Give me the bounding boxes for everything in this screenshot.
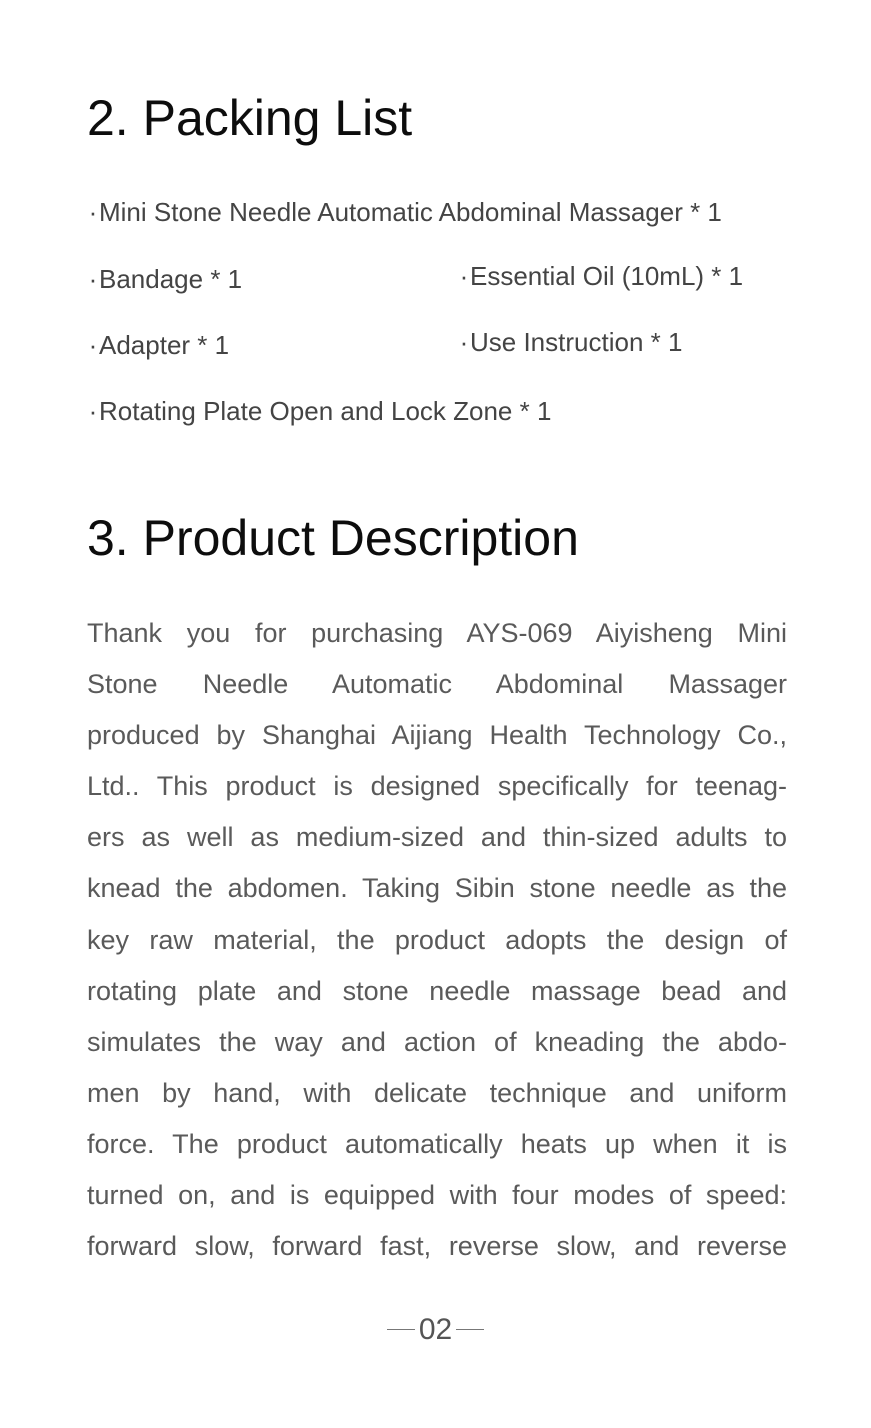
bullet-dot: · <box>459 261 469 291</box>
description-line: ers as well as medium-sized and thin-sized adults to <box>87 822 787 853</box>
packing-list-item-label: Essential Oil (10mL) * 1 <box>470 261 744 291</box>
description-line: knead the abdomen. Taking Sibin stone needle as the <box>87 873 787 904</box>
bullet-dot: · <box>88 396 98 426</box>
bullet-dot: · <box>459 327 469 357</box>
description-line: Thank you for purchasing AYS-069 Aiyisheng Mini <box>87 618 787 648</box>
packing-list-item-label: Mini Stone Needle Automatic Abdominal Massager * 1 <box>99 197 722 227</box>
product-description-title: 3. Product Description <box>87 510 579 566</box>
page-number-value: 02 <box>418 1313 453 1346</box>
packing-list-item <box>87 195 722 229</box>
packing-list-item <box>458 325 682 359</box>
description-line: force. The product automatically heats up when it is <box>87 1128 787 1159</box>
packing-list-item-label: Rotating Plate Open and Lock Zone * 1 <box>99 396 552 426</box>
page-number-right-dash <box>456 1329 484 1330</box>
packing-list-item <box>87 328 229 362</box>
packing-list-item <box>87 262 242 296</box>
bullet-dot: · <box>88 264 98 294</box>
description-line: simulates the way and action of kneading the abdo- <box>87 1026 787 1057</box>
description-line: rotating plate and stone needle massage bead and <box>87 975 787 1006</box>
description-line: key raw material, the product adopts the design of <box>87 924 787 955</box>
packing-list-item-label: Use Instruction * 1 <box>470 327 683 357</box>
packing-list-item <box>458 259 743 293</box>
page-number <box>0 1310 871 1350</box>
description-line: men by hand, with delicate technique and uniform <box>87 1077 787 1108</box>
bullet-dot: · <box>88 330 98 360</box>
description-line: Stone Needle Automatic Abdominal Massager <box>87 669 787 700</box>
description-line: produced by Shanghai Aijiang Health Technology Co., <box>87 720 787 751</box>
description-line: Ltd.. This product is designed specifically for teenag- <box>87 771 787 802</box>
packing-list-item-label: Bandage * 1 <box>99 264 243 294</box>
description-line: turned on, and is equipped with four modes of speed: <box>87 1180 787 1211</box>
product-description-body <box>87 608 787 1272</box>
packing-list-title: 2. Packing List <box>87 90 413 146</box>
page-number-left-dash <box>387 1329 415 1330</box>
packing-list-item-label: Adapter * 1 <box>99 330 230 360</box>
packing-list-item <box>87 394 551 428</box>
bullet-dot: · <box>88 197 98 227</box>
description-line: forward slow, forward fast, reverse slow, and reverse <box>87 1231 787 1262</box>
